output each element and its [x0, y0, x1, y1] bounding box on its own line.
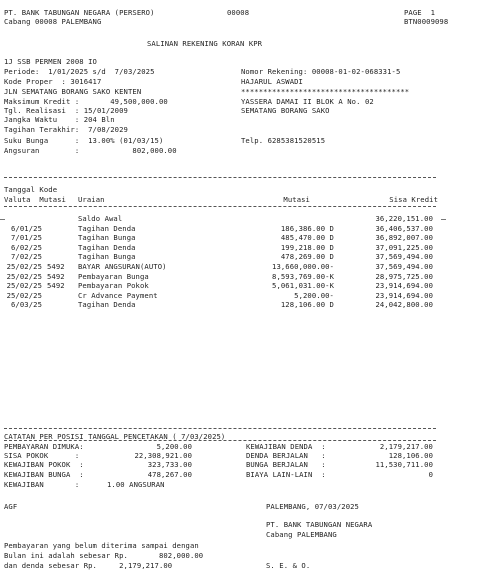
- address-line: SEMATANG BORANG SAKO: [241, 106, 330, 115]
- cell-tanggal: 7/02/25: [11, 252, 42, 261]
- cell-mutasi: 8,593,769.00-K: [272, 272, 334, 281]
- summary-label: BIAYA LAIN-LAIN :: [246, 470, 326, 479]
- summary-value: 323,733.00: [147, 460, 192, 469]
- summary-label: KEWAJIBAN BUNGA :: [4, 470, 84, 479]
- summary-value: 2,179,217.00: [379, 442, 433, 451]
- cell-tanggal: 25/02/25: [6, 272, 42, 281]
- cell-mutasi: 5,061,031.00-K: [272, 281, 334, 290]
- divider: [4, 428, 436, 429]
- address-line: YASSERA DAMAI II BLOK A No. 02: [241, 97, 374, 106]
- col-header-uraian: Uraian: [78, 195, 105, 204]
- cell-sisa-kredit: 24,042,800.00: [375, 300, 433, 309]
- divider: [4, 440, 436, 441]
- cell-tanggal: 6/02/25: [11, 243, 42, 252]
- cell-uraian: Tagihan Bunga: [78, 252, 136, 261]
- col-header-valuta-mutasi: Valuta Mutasi: [4, 195, 66, 204]
- summary-label: KEWAJIBAN DENDA :: [246, 442, 326, 451]
- form-code: BTN0009098: [404, 17, 449, 26]
- cell-sisa-kredit: 36,892,007.00: [375, 233, 433, 242]
- cell-uraian: Tagihan Denda: [78, 243, 136, 252]
- info-line: Angsuran : 802,000.00: [4, 146, 177, 155]
- seo-label: S. E. & O.: [266, 561, 311, 570]
- cell-sisa-kredit: 37,091,225.00: [375, 243, 433, 252]
- kewajiban-angsuran: 1.00 ANGSURAN: [107, 480, 165, 489]
- cell-tanggal: 7/01/25: [11, 233, 42, 242]
- page-label: PAGE 1: [404, 8, 435, 17]
- cell-sisa-kredit: 37,569,494.00: [375, 262, 433, 271]
- account-number: Nomor Rekening: 00008-01-02-068331-5: [241, 67, 401, 76]
- divider: [4, 206, 436, 207]
- signature-branch: Cabang PALEMBANG: [266, 530, 337, 539]
- cell-uraian: Saldo Awal: [78, 214, 123, 223]
- cell-sisa-kredit: 23,914,694.00: [375, 291, 433, 300]
- row-marker: [0, 219, 5, 220]
- cell-kode: 5492: [47, 262, 65, 271]
- summary-title: CATATAN PER POSISI TANGGAL PENCETAKAN ( 7/03/2025): [4, 432, 226, 441]
- branch-name: Cabang 00008 PALEMBANG: [4, 17, 102, 26]
- cell-sisa-kredit: 36,406,537.00: [375, 224, 433, 233]
- summary-value: 11,530,711.00: [375, 460, 433, 469]
- info-line: Jangka Waktu : 204 Bln: [4, 115, 115, 124]
- cell-uraian: Pembayaran Bunga: [78, 272, 149, 281]
- footer-note: Bulan ini adalah sebesar Rp. 802,000.00: [4, 551, 204, 560]
- info-line: 1J SSB PERMEN 2008 IO: [4, 57, 97, 66]
- cell-tanggal: 6/01/25: [11, 224, 42, 233]
- cell-sisa-kredit: 36,220,151.00: [375, 214, 433, 223]
- cell-uraian: Tagihan Denda: [78, 300, 136, 309]
- masked-line: **************************************: [241, 87, 410, 96]
- col-header-mutasi: Mutasi: [283, 195, 310, 204]
- summary-value: 128,106.00: [388, 451, 433, 460]
- cell-mutasi: 186,386.00 D: [280, 224, 334, 233]
- telephone: Telp. 6285381520515: [241, 136, 326, 145]
- agf-label: AGF: [4, 502, 18, 511]
- cell-kode: 5492: [47, 281, 65, 290]
- cell-mutasi: 13,660,000.00-: [272, 262, 334, 271]
- place-date: PALEMBANG, 07/03/2025: [266, 502, 359, 511]
- info-line: JLN SEMATANG BORANG SAKO KENTEN: [4, 87, 142, 96]
- cell-uraian: Pembayaran Pokok: [78, 281, 149, 290]
- info-line: Maksimum Kredit : 49,500,000.00: [4, 97, 168, 106]
- summary-value: 0: [428, 470, 433, 479]
- cell-tanggal: 6/03/25: [11, 300, 42, 309]
- cell-sisa-kredit: 37,569,494.00: [375, 252, 433, 261]
- info-line: Tagihan Terakhir: 7/08/2029: [4, 125, 128, 134]
- summary-label: BUNGA BERJALAN :: [246, 460, 326, 469]
- cell-mutasi: 128,106.00 D: [280, 300, 334, 309]
- footer-note: dan denda sebesar Rp. 2,179,217.00: [4, 561, 173, 570]
- info-line: Periode: 1/01/2025 s/d 7/03/2025: [4, 67, 155, 76]
- document-title: SALINAN REKENING KORAN KPR: [147, 39, 263, 48]
- info-line: Tgl. Realisasi : 15/01/2009: [4, 106, 128, 115]
- cell-sisa-kredit: 23,914,694.00: [375, 281, 433, 290]
- summary-label: SISA POKOK :: [4, 451, 80, 460]
- signature-bank: PT. BANK TABUNGAN NEGARA: [266, 520, 373, 529]
- cell-tanggal: 25/02/25: [6, 281, 42, 290]
- cell-tanggal: 25/02/25: [6, 262, 42, 271]
- cell-uraian: Tagihan Denda: [78, 224, 136, 233]
- footer-note: Pembayaran yang belum diterima sampai dengan: [4, 541, 199, 550]
- summary-label: KEWAJIBAN :: [4, 480, 80, 489]
- summary-value: 22,308,921.00: [134, 451, 192, 460]
- summary-value: 5,200.00: [156, 442, 192, 451]
- customer-name: HAJARUL ASWADI: [241, 77, 303, 86]
- col-header-sisa-kredit: Sisa Kredit: [389, 195, 438, 204]
- branch-code: 00008: [227, 8, 250, 17]
- cell-tanggal: 25/02/25: [6, 291, 42, 300]
- divider: [4, 177, 436, 178]
- cell-uraian: Tagihan Bunga: [78, 233, 136, 242]
- summary-label: KEWAJIBAN POKOK :: [4, 460, 84, 469]
- cell-sisa-kredit: 28,975,725.00: [375, 272, 433, 281]
- cell-mutasi: 199,218.00 D: [280, 243, 334, 252]
- cell-mutasi: 478,269.00 D: [280, 252, 334, 261]
- cell-mutasi: 485,470.00 D: [280, 233, 334, 242]
- info-line: Suku Bunga : 13.00% (01/03/15): [4, 136, 164, 145]
- col-header-tanggal-kode: Tanggal Kode: [4, 185, 58, 194]
- cell-mutasi: 5,200.00-: [294, 291, 334, 300]
- cell-uraian: BAYAR ANGSURAN(AUTO): [78, 262, 167, 271]
- bank-name: PT. BANK TABUNGAN NEGARA (PERSERO): [4, 8, 155, 17]
- info-line: Kode Proper : 3016417: [4, 77, 102, 86]
- cell-uraian: Cr Advance Payment: [78, 291, 158, 300]
- cell-kode: 5492: [47, 272, 65, 281]
- row-marker: [441, 219, 446, 220]
- summary-value: 478,267.00: [147, 470, 192, 479]
- summary-label: PEMBAYARAN DIMUKA:: [4, 442, 84, 451]
- summary-label: DENDA BERJALAN :: [246, 451, 326, 460]
